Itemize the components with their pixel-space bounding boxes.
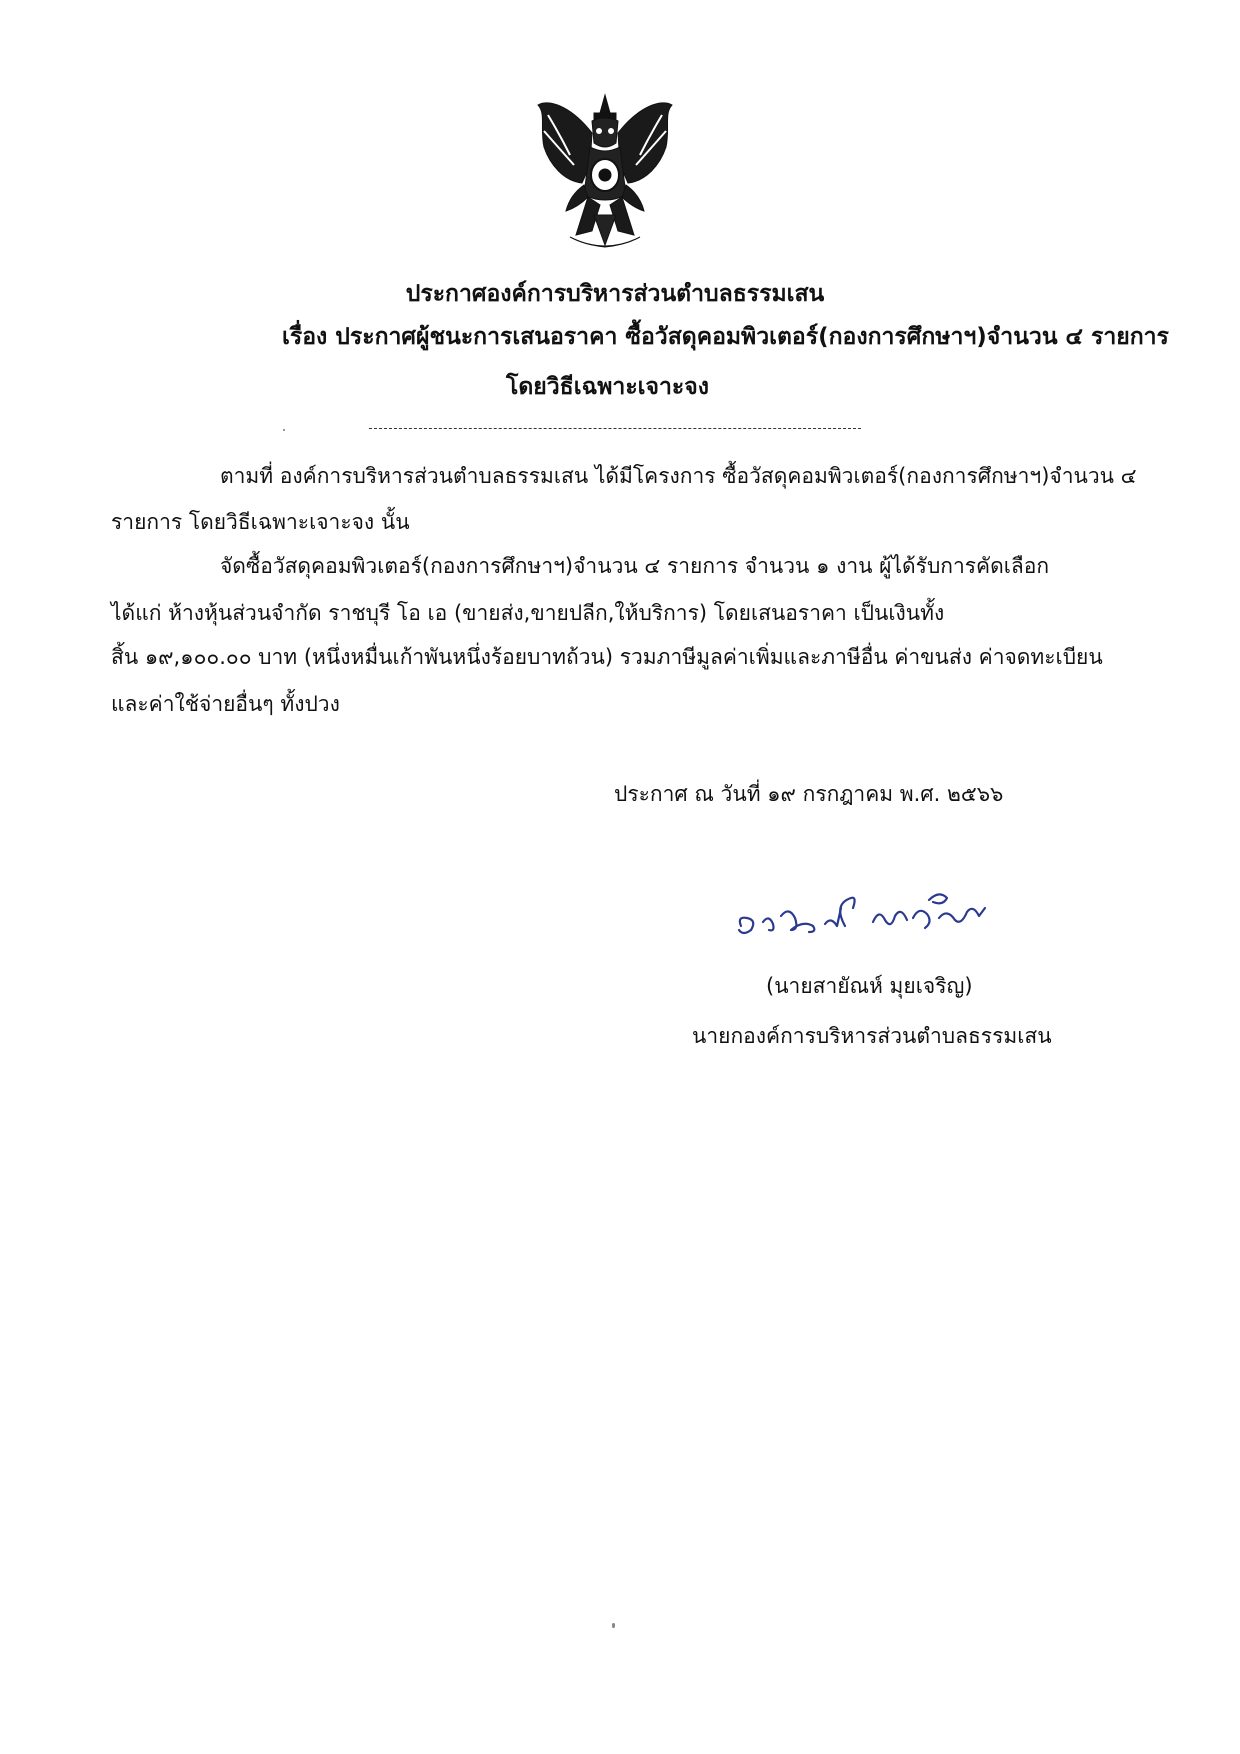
garuda-emblem-icon	[530, 85, 680, 255]
handwritten-signature-icon	[733, 886, 1003, 946]
subject-text: เรื่อง ประกาศผู้ชนะการเสนอราคา ซื้อวัสดุคอมพิวเตอร์(กองการศึกษาฯ)จำนวน ๔ รายการ	[282, 324, 1169, 350]
scan-speck	[612, 1623, 615, 1628]
body-line: ได้แก่ ห้างหุ้นส่วนจำกัด ราชบุรี โอ เอ (ขายส่ง,ขายปลีก,ให้บริการ) โดยเสนอราคา เป็นเงินทั้ง	[111, 601, 945, 625]
method-text: โดยวิธีเฉพาะเจาะจง	[506, 374, 709, 400]
signatory-name: (นายสายัณห์ มุยเจริญ)	[766, 974, 973, 998]
body-line: รายการ โดยวิธีเฉพาะเจาะจง นั้น	[111, 510, 410, 534]
dashed-divider	[369, 428, 861, 429]
announcement-title: ประกาศองค์การบริหารส่วนตำบลธรรมเสน	[405, 281, 825, 307]
body-line: จัดซื้อวัสดุคอมพิวเตอร์(กองการศึกษาฯ)จำนวน ๔ รายการ จำนวน ๑ งาน ผู้ได้รับการคัดเลือก	[220, 554, 1050, 578]
body-line: ตามที่ องค์การบริหารส่วนตำบลธรรมเสน ได้มีโครงการ ซื้อวัสดุคอมพิวเตอร์(กองการศึกษาฯ)จำนวน ๔	[220, 464, 1137, 488]
scan-speck	[283, 429, 285, 431]
body-line: และค่าใช้จ่ายอื่นๆ ทั้งปวง	[111, 692, 340, 716]
body-line: สิ้น ๑๙,๑๐๐.๐๐ บาท (หนึ่งหมื่นเก้าพันหนึ่งร้อยบาทถ้วน) รวมภาษีมูลค่าเพิ่มและภาษีอื่น ค่าขนส่ง ค่าจดทะเบียน	[111, 645, 1103, 669]
announcement-date: ประกาศ ณ วันที่ ๑๙ กรกฎาคม พ.ศ. ๒๕๖๖	[614, 782, 1004, 806]
signatory-position: นายกองค์การบริหารส่วนตำบลธรรมเสน	[692, 1024, 1052, 1048]
